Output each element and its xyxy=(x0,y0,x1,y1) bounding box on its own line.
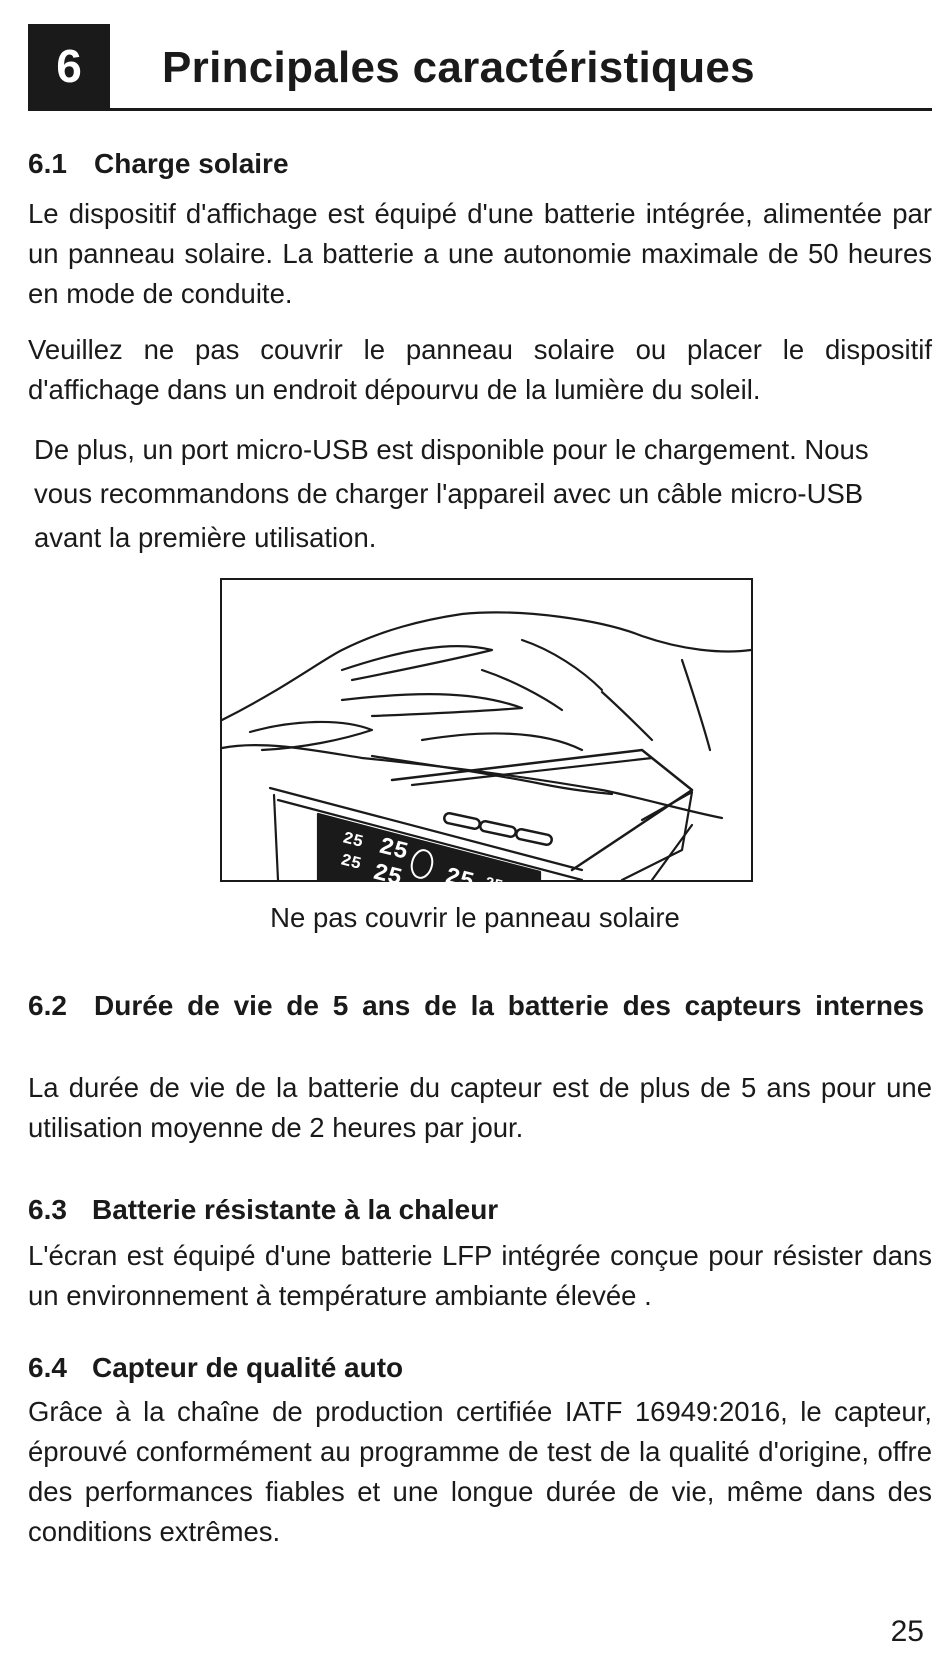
paragraph-do-not-cover: Veuillez ne pas couvrir le panneau solaire ou placer le dispositif d'affichage dans un endroit dépourvu de la lumière du soleil. xyxy=(28,334,932,405)
section-title: Charge solaire xyxy=(94,148,289,179)
paragraph-heat-resistant-battery: L'écran est équipé d'une batterie LFP intégrée conçue pour résister dans un environnement à température ambiante élevée . xyxy=(28,1240,932,1311)
section-heading-6-3 xyxy=(28,1192,498,1228)
section-number: 6.2 xyxy=(28,990,67,1021)
wrist-line xyxy=(682,660,710,750)
section-number: 6.4 xyxy=(28,1352,67,1383)
lcd-reading: 25 xyxy=(482,874,505,896)
device-body xyxy=(274,795,278,880)
device-right-side xyxy=(622,792,692,880)
chapter-header xyxy=(28,24,932,111)
paragraph-micro-usb: De plus, un port micro-USB est disponible pour le chargement. Nous vous recommandons de charger l'appareil avec un câble micro-USB avant la première utilisation. xyxy=(34,434,869,553)
knuckle-line-3 xyxy=(482,670,562,710)
section-heading-6-2 xyxy=(28,988,932,1024)
section-heading-6-1 xyxy=(28,146,289,182)
lcd-reading: 25 xyxy=(442,863,477,897)
section-title: Capteur de qualité auto xyxy=(92,1352,404,1383)
section-number: 6.3 xyxy=(28,1194,67,1225)
knuckle-line-1 xyxy=(522,640,602,690)
lcd-reading: 25 xyxy=(340,829,365,853)
figure-caption: Ne pas couvrir le panneau solaire xyxy=(270,902,680,933)
paragraph-quality-sensor: Grâce à la chaîne de production certifiée IATF 16949:2016, le capteur, éprouvé conformément au programme de test de la qualité d'origine, offre des performances fiables et une longue durée de vie, même dans des conditions extrêmes. xyxy=(28,1396,932,1547)
paragraph-solar-battery: Le dispositif d'affichage est équipé d'une batterie intégrée, alimentée par un panneau solaire. La batterie a une autonomie maximale de 50 heures en mode de conduite. xyxy=(28,198,932,309)
chapter-title: Principales caractéristiques xyxy=(162,43,755,92)
section-title: Durée de vie de 5 ans de la batterie des capteurs internes xyxy=(94,990,925,1021)
hand-outline xyxy=(222,612,751,720)
finger-4 xyxy=(422,733,582,750)
page-number: 25 xyxy=(890,1615,924,1648)
hand-palm-edge xyxy=(222,745,722,818)
section-heading-6-4 xyxy=(28,1350,403,1386)
device-buttons xyxy=(443,812,552,845)
hand-covering-display-drawing xyxy=(222,580,751,897)
lcd-reading: 25 xyxy=(338,851,363,875)
paragraph-sensor-battery-life: La durée de vie de la batterie du capteur est de plus de 5 ans pour une utilisation moyenne de 2 heures par jour. xyxy=(28,1072,932,1143)
knuckle-line-2 xyxy=(602,692,652,740)
hand-underside xyxy=(372,756,612,794)
solar-panel-illustration xyxy=(220,578,753,897)
section-number: 6.1 xyxy=(28,148,67,179)
finger-3 xyxy=(342,694,522,716)
chapter-number: 6 xyxy=(28,24,110,108)
lcd-reading: 25 xyxy=(376,833,411,867)
section-title: Batterie résistante à la chaleur xyxy=(92,1194,499,1225)
lcd-reading: 25 xyxy=(370,859,405,893)
finger-2 xyxy=(342,646,492,680)
